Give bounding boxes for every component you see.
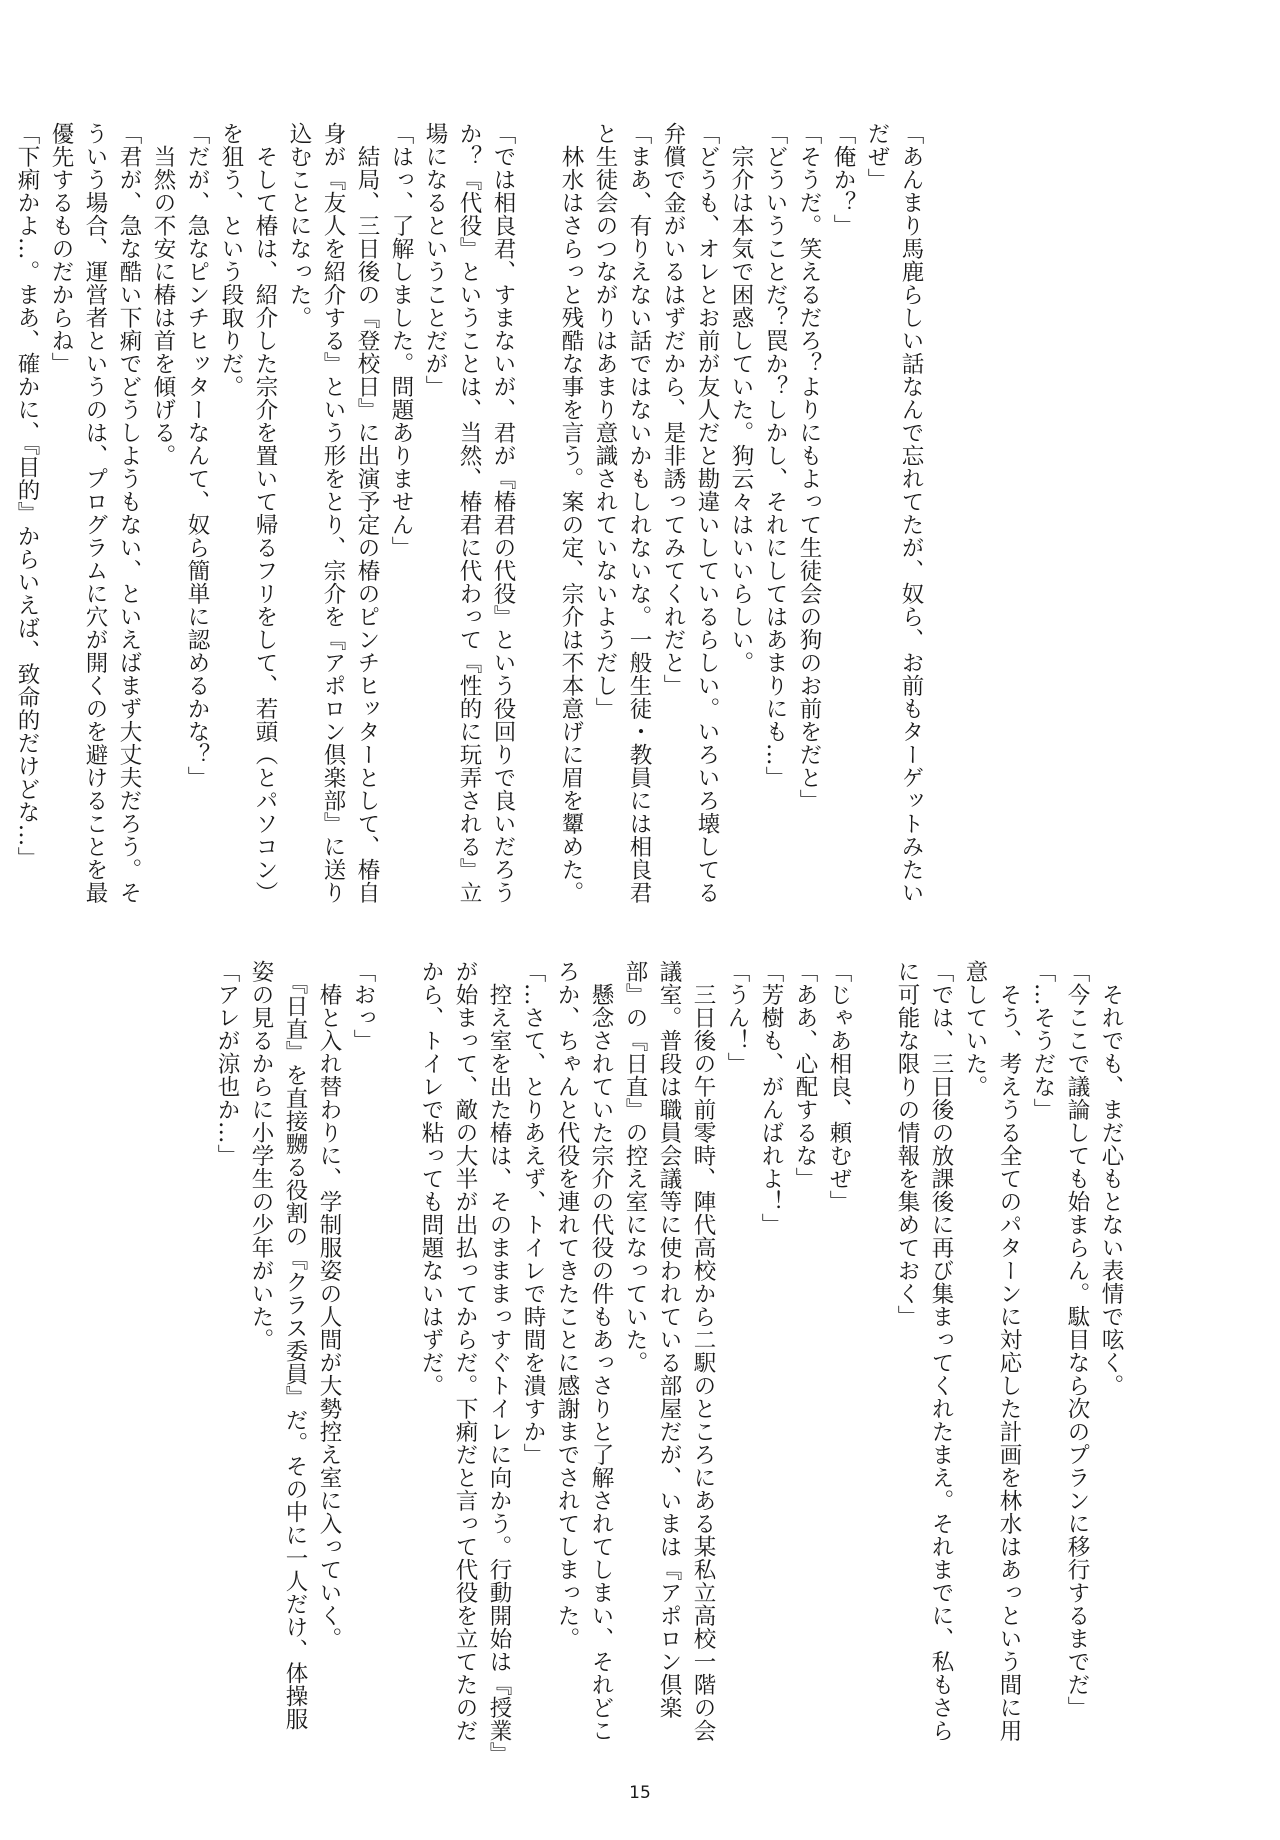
text-line: だぜ」 (864, 122, 890, 191)
text-line: ろか、ちゃんと代役を連れてきたことに感謝までされてしまった。 (554, 960, 580, 1650)
text-line: 三日後の午前零時、陣代高校から二駅のところにある某私立高校一階の会 (690, 960, 716, 1742)
text-line: 「おっ」 (350, 960, 376, 1052)
text-line: に可能な限りの情報を集めておく」 (894, 960, 920, 1328)
text-line: 「今ここで議論しても始まらん。駄目なら次のプランに移行するまでだ」 (1064, 960, 1090, 1719)
text-line: 身が『友人を紹介する』という形をとり、宗介を『アポロン倶楽部』に送り (320, 122, 346, 904)
upper-text-block (14, 122, 928, 904)
text-line: 「俺か？」 (830, 122, 856, 237)
text-line: 「…そうだな」 (1030, 960, 1056, 1121)
text-line: 当然の不安に椿は首を傾げる。 (150, 122, 176, 467)
text-line: 「下痢かよ…。まあ、確かに、『目的』からいえば、致命的だけどな…」 (14, 122, 40, 870)
text-line: 「…さて、とりあえず、トイレで時間を潰すか」 (520, 960, 546, 1466)
text-line: 「まあ、有りえない話ではないかもしれないな。一般生徒・教員には相良君 (626, 122, 652, 904)
text-line: 姿の見るからに小学生の少年がいた。 (248, 960, 274, 1351)
text-line: 弁償で金がいるはずだから、是非誘ってみてくれだと」 (660, 122, 686, 697)
text-line: 「どうも、オレとお前が友人だと勘違いしているらしい。いろいろ壊してる (694, 122, 720, 904)
text-line: ういう場合、運営者というのは、プログラムに穴が開くのを避けることを最 (82, 122, 108, 904)
text-line: 宗介は本気で困惑していた。狗云々はいいらしい。 (728, 122, 754, 674)
text-line: それでも、まだ心もとない表情で呟く。 (1098, 960, 1124, 1397)
text-line: 「だが、急なピンチヒッターなんて、奴ら簡単に認めるかな？」 (184, 122, 210, 789)
text-line: 控え室を出た椿は、そのまままっすぐトイレに向かう。行動開始は『授業』 (486, 960, 512, 1765)
blank-line (380, 960, 414, 1720)
text-line: そう、考えうる全てのパターンに対応した計画を林水はあっという間に用 (996, 960, 1022, 1742)
blank-line (520, 122, 554, 862)
text-line: 『日直』を直接嬲る役割の『クラス委員』だ。その中に一人だけ、体操服 (282, 960, 308, 1731)
text-line: 「アレが涼也か…」 (214, 960, 240, 1167)
lower-text-block (158, 960, 1128, 1765)
text-line: 込むことになった。 (286, 122, 312, 329)
text-line: 「そうだ。笑えるだろ？よりにもよって生徒会の狗のお前をだと」 (796, 122, 822, 812)
text-line: 「では相良君、すまないが、君が『椿君の代役』という役回りで良いだろう (490, 122, 516, 904)
blank-line (856, 960, 890, 1720)
text-line: から、トイレで粘っても問題ないはずだ。 (418, 960, 444, 1397)
text-line: を狙う、という段取りだ。 (218, 122, 244, 398)
text-line: か？『代役』ということは、当然、椿君に代わって『性的に玩弄される』立 (456, 122, 482, 904)
page-number: 15 (629, 1783, 651, 1803)
text-line: 懸念されていた宗介の代役の件もあっさりと了解されてしまい、それどこ (588, 960, 614, 1742)
text-line: 「君が、急な酷い下痢でどうしようもない、といえばまず大丈夫だろう。そ (116, 122, 142, 904)
text-line: 「芳樹も、がんばれよ！」 (758, 960, 784, 1236)
text-line: 「ああ、心配するな」 (792, 960, 818, 1190)
text-line: 部』の『日直』の控え室になっていた。 (622, 960, 648, 1374)
text-line: 意していた。 (962, 960, 988, 1098)
text-line: 林水はさらっと残酷な事を言う。案の定、宗介は不本意げに眉を顰めた。 (558, 122, 584, 904)
text-line: そして椿は、紹介した宗介を置いて帰るフリをして、若頭（とパソコン） (252, 122, 278, 904)
text-line: 「では、三日後の放課後に再び集まってくれたまえ。それまでに、私もさら (928, 960, 954, 1742)
text-line: 「どういうことだ？罠か？しかし、それにしてはあまりにも…」 (762, 122, 788, 789)
text-line: 「あんまり馬鹿らしい話なんで忘れてたが、奴ら、お前もターゲットみたい (898, 122, 924, 904)
text-line: 優先するものだからね」 (48, 122, 74, 375)
text-line: 「はっ、了解しました。問題ありません」 (388, 122, 414, 559)
text-line: が始まって、敵の大半が出払ってからだ。下痢だと言って代役を立てたのだ (452, 960, 478, 1742)
text-line: 結局、三日後の『登校日』に出演予定の椿のピンチヒッターとして、椿自 (354, 122, 380, 904)
text-line: 「うん！」 (724, 960, 750, 1075)
text-line: 「じゃあ相良、頼むぜ」 (826, 960, 852, 1213)
text-line: 議室。普段は職員会議等に使われている部屋だが、いまは『アポロン倶楽 (656, 960, 682, 1719)
text-line: と生徒会のつながりはあまり意識されていないようだし」 (592, 122, 618, 720)
text-line: 場になるということだが」 (422, 122, 448, 398)
text-line: 椿と入れ替わりに、学制服姿の人間が大勢控え室に入っていく。 (316, 960, 342, 1650)
